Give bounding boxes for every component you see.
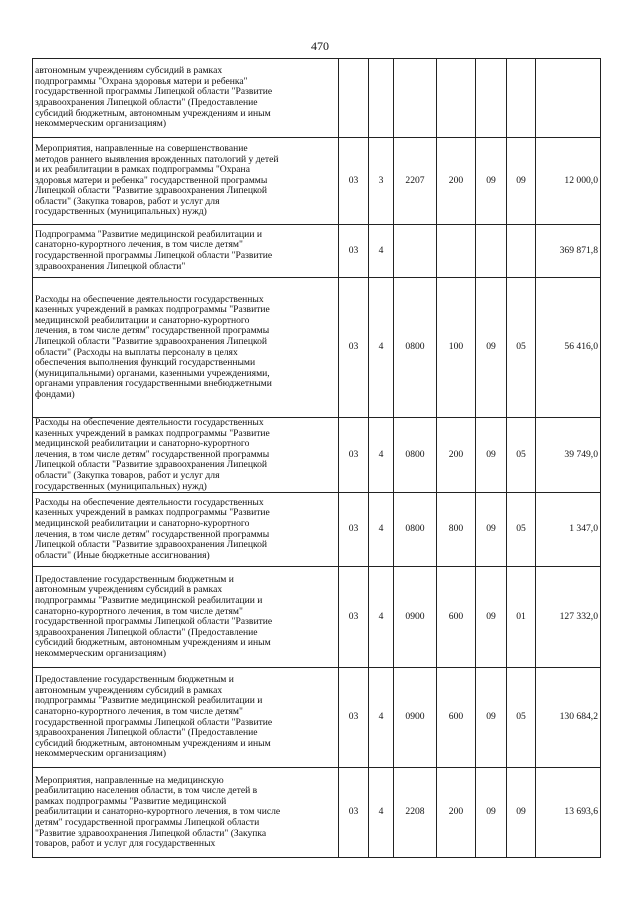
- description-line: государственной программы Липецкой области "Развитие: [35, 716, 273, 728]
- column-direction: [394, 225, 437, 278]
- description-line: области" (Расходы на выплаты персоналу в целях: [35, 346, 238, 358]
- column-direction: [394, 59, 437, 138]
- description-line: здоровья матери и ребенка" государственной программы: [35, 174, 268, 186]
- description-cell: [33, 138, 339, 225]
- column-subprogram: 4: [369, 418, 394, 493]
- description-line: лечения, в том числе детям" государственной программы: [35, 448, 270, 460]
- column-subsection: 05: [507, 493, 536, 567]
- description-line: фондами): [35, 388, 75, 400]
- column-direction: 0900: [394, 668, 437, 768]
- description-line: здравоохранения Липецкой области" (Предоставление: [35, 727, 258, 739]
- description-line: здравоохранения Липецкой области": [35, 260, 186, 272]
- description-line: области" (Закупка товаров, работ и услуг для: [35, 195, 220, 207]
- table-row: [33, 225, 601, 278]
- page-number: 470: [311, 39, 329, 53]
- description-line: санаторно-курортного лечения, в том числе детям": [35, 706, 243, 718]
- description-line: государственных (муниципальных) нужд): [35, 480, 207, 492]
- column-subprogram: 4: [369, 668, 394, 768]
- column-program: 03: [339, 668, 369, 768]
- description-line: субсидий бюджетным, автономным учреждениям и иным: [35, 107, 271, 119]
- column-expense-type: 200: [437, 768, 476, 858]
- column-expense-type: 600: [437, 668, 476, 768]
- table-row: [33, 768, 601, 858]
- column-expense-type: 200: [437, 138, 476, 225]
- column-program: 03: [339, 278, 369, 418]
- table-row: [33, 418, 601, 493]
- description-line: некоммерческим организациям): [35, 118, 167, 130]
- description-line: некоммерческим организациям): [35, 748, 167, 760]
- description-line: Расходы на обеспечение деятельности государственных: [35, 417, 264, 428]
- column-expense-type: 600: [437, 567, 476, 668]
- description-line: (муниципальными) органами, казенными учреждениями,: [35, 367, 270, 379]
- column-section: 09: [476, 418, 507, 493]
- description-line: Мероприятия, направленные на медицинскую: [35, 774, 224, 786]
- column-program: 03: [339, 138, 369, 225]
- column-section: 09: [476, 138, 507, 225]
- column-subsection: 09: [507, 768, 536, 858]
- column-section: 09: [476, 278, 507, 418]
- description-cell: [33, 493, 339, 567]
- column-section: 09: [476, 668, 507, 768]
- column-expense-type: [437, 59, 476, 138]
- description-line: подпрограммы "Развитие медицинской реабилитации и: [35, 594, 263, 606]
- column-subsection: 09: [507, 138, 536, 225]
- description-cell: [33, 225, 339, 278]
- description-cell: [33, 278, 339, 418]
- description-line: государственных (муниципальных) нужд): [35, 206, 207, 218]
- description-line: медицинской реабилитации и санаторно-курортного: [35, 314, 250, 326]
- table-row: [33, 138, 601, 225]
- description-cell: [33, 668, 339, 768]
- column-direction: 0800: [394, 278, 437, 418]
- description-line: Подпрограмма "Развитие медицинской реабилитации и: [35, 228, 262, 240]
- column-direction: 0900: [394, 567, 437, 668]
- description-line: реабилитацию населения области, в том числе детей в: [35, 785, 258, 797]
- description-line: Предоставление государственным бюджетным и: [35, 674, 234, 686]
- column-direction: 2208: [394, 768, 437, 858]
- column-amount: 12 000,0: [536, 138, 601, 225]
- description-line: автономным учреждениям субсидий в рамках: [35, 684, 223, 696]
- column-subprogram: 4: [369, 493, 394, 567]
- description-line: Липецкой области "Развитие здравоохранения Липецкой: [35, 185, 268, 197]
- column-amount: 56 416,0: [536, 278, 601, 418]
- column-section: 09: [476, 768, 507, 858]
- description-line: медицинской реабилитации и санаторно-курортного: [35, 518, 250, 530]
- description-cell: [33, 418, 339, 493]
- description-line: автономным учреждениям субсидий в рамках: [35, 584, 223, 596]
- description-line: методов раннего выявления врожденных патологий у детей: [35, 153, 279, 165]
- column-section: 09: [476, 493, 507, 567]
- table-row: [33, 493, 601, 567]
- column-subsection: 01: [507, 567, 536, 668]
- column-subprogram: 4: [369, 225, 394, 278]
- description-cell: [33, 59, 339, 138]
- description-line: здравоохранения Липецкой области" (Предоставление: [35, 97, 258, 108]
- table-row: [33, 567, 601, 668]
- description-line: и их реабилитации в рамках подпрограммы "Охрана: [35, 164, 250, 176]
- column-subprogram: 3: [369, 138, 394, 225]
- description-line: казенных учреждений в рамках подпрограммы "Развитие: [35, 427, 270, 439]
- column-expense-type: [437, 225, 476, 278]
- column-subsection: 05: [507, 418, 536, 493]
- column-direction: 2207: [394, 138, 437, 225]
- table-row: [33, 668, 601, 768]
- column-subsection: 05: [507, 668, 536, 768]
- description-line: казенных учреждений в рамках подпрограммы "Развитие: [35, 507, 270, 519]
- column-amount: 130 684,2: [536, 668, 601, 768]
- description-line: государственной программы Липецкой области "Развитие: [35, 250, 273, 261]
- column-section: 09: [476, 567, 507, 668]
- description-line: Липецкой области "Развитие здравоохранения Липецкой: [35, 539, 268, 551]
- column-subprogram: 4: [369, 278, 394, 418]
- column-subprogram: [369, 59, 394, 138]
- column-section: [476, 225, 507, 278]
- description-line: санаторно-курортного лечения, в том числе детям": [35, 605, 243, 617]
- description-line: здравоохранения Липецкой области" (Предоставление: [35, 626, 258, 638]
- column-program: 03: [339, 567, 369, 668]
- column-amount: 1 347,0: [536, 493, 601, 567]
- description-line: товаров, работ и услуг для государственных: [35, 838, 216, 850]
- column-program: [339, 59, 369, 138]
- description-line: области" (Иные бюджетные ассигнования): [35, 549, 210, 561]
- description-line: государственной программы Липецкой области "Развитие: [35, 616, 273, 628]
- description-cell: [33, 567, 339, 668]
- table-row: [33, 278, 601, 418]
- description-line: автономным учреждениям субсидий в рамках: [35, 65, 223, 77]
- column-subsection: 05: [507, 278, 536, 418]
- description-line: органами управления государственными внебюджетными: [35, 378, 272, 390]
- column-amount: 13 693,6: [536, 768, 601, 858]
- description-line: некоммерческим организациям): [35, 647, 167, 659]
- column-program: 03: [339, 493, 369, 567]
- description-line: рамках подпрограммы "Развитие медицинской: [35, 795, 227, 807]
- description-line: подпрограммы "Развитие медицинской реабилитации и: [35, 695, 263, 707]
- description-line: субсидий бюджетным, автономным учреждениям и иным: [35, 637, 271, 649]
- description-line: санаторно-курортного лечения, в том числе детям": [35, 239, 243, 251]
- description-line: Липецкой области "Развитие здравоохранения Липецкой: [35, 459, 268, 471]
- column-program: 03: [339, 225, 369, 278]
- description-line: обеспечения выполнения функций государственными: [35, 357, 256, 369]
- description-line: казенных учреждений в рамках подпрограммы "Развитие: [35, 304, 270, 316]
- description-line: Расходы на обеспечение деятельности государственных: [35, 496, 264, 508]
- column-program: 03: [339, 418, 369, 493]
- column-subprogram: 4: [369, 768, 394, 858]
- column-program: 03: [339, 768, 369, 858]
- description-line: лечения, в том числе детям" государственной программы: [35, 325, 270, 337]
- description-line: "Развитие здравоохранения Липецкой области" (Закупка: [35, 827, 267, 839]
- table-row: [33, 59, 601, 138]
- description-line: области" (Закупка товаров, работ и услуг для: [35, 469, 220, 481]
- column-expense-type: 800: [437, 493, 476, 567]
- column-expense-type: 100: [437, 278, 476, 418]
- column-subsection: [507, 225, 536, 278]
- description-line: реабилитации и санаторно-курортного лечения, в том числе: [35, 806, 281, 818]
- column-subprogram: 4: [369, 567, 394, 668]
- description-line: субсидий бюджетным, автономным учреждениям и иным: [35, 737, 271, 749]
- description-line: Мероприятия, направленные на совершенствование: [35, 142, 248, 154]
- description-line: государственной программы Липецкой области "Развитие: [35, 86, 273, 98]
- column-amount: [536, 59, 601, 138]
- column-amount: 127 332,0: [536, 567, 601, 668]
- description-line: Расходы на обеспечение деятельности государственных: [35, 293, 264, 305]
- description-cell: [33, 768, 339, 858]
- column-section: [476, 59, 507, 138]
- column-direction: 0800: [394, 493, 437, 567]
- column-expense-type: 200: [437, 418, 476, 493]
- description-line: лечения, в том числе детям" государственной программы: [35, 528, 270, 540]
- description-line: детям" государственной программы Липецкой области: [35, 816, 260, 828]
- description-line: Предоставление государственным бюджетным и: [35, 573, 234, 585]
- description-line: медицинской реабилитации и санаторно-курортного: [35, 438, 250, 450]
- column-amount: 369 871,8: [536, 225, 601, 278]
- description-line: подпрограммы "Охрана здоровья матери и ребенка": [35, 75, 248, 87]
- description-line: Липецкой области "Развитие здравоохранения Липецкой: [35, 335, 268, 347]
- column-direction: 0800: [394, 418, 437, 493]
- column-amount: 39 749,0: [536, 418, 601, 493]
- budget-table: [32, 58, 601, 858]
- column-subsection: [507, 59, 536, 138]
